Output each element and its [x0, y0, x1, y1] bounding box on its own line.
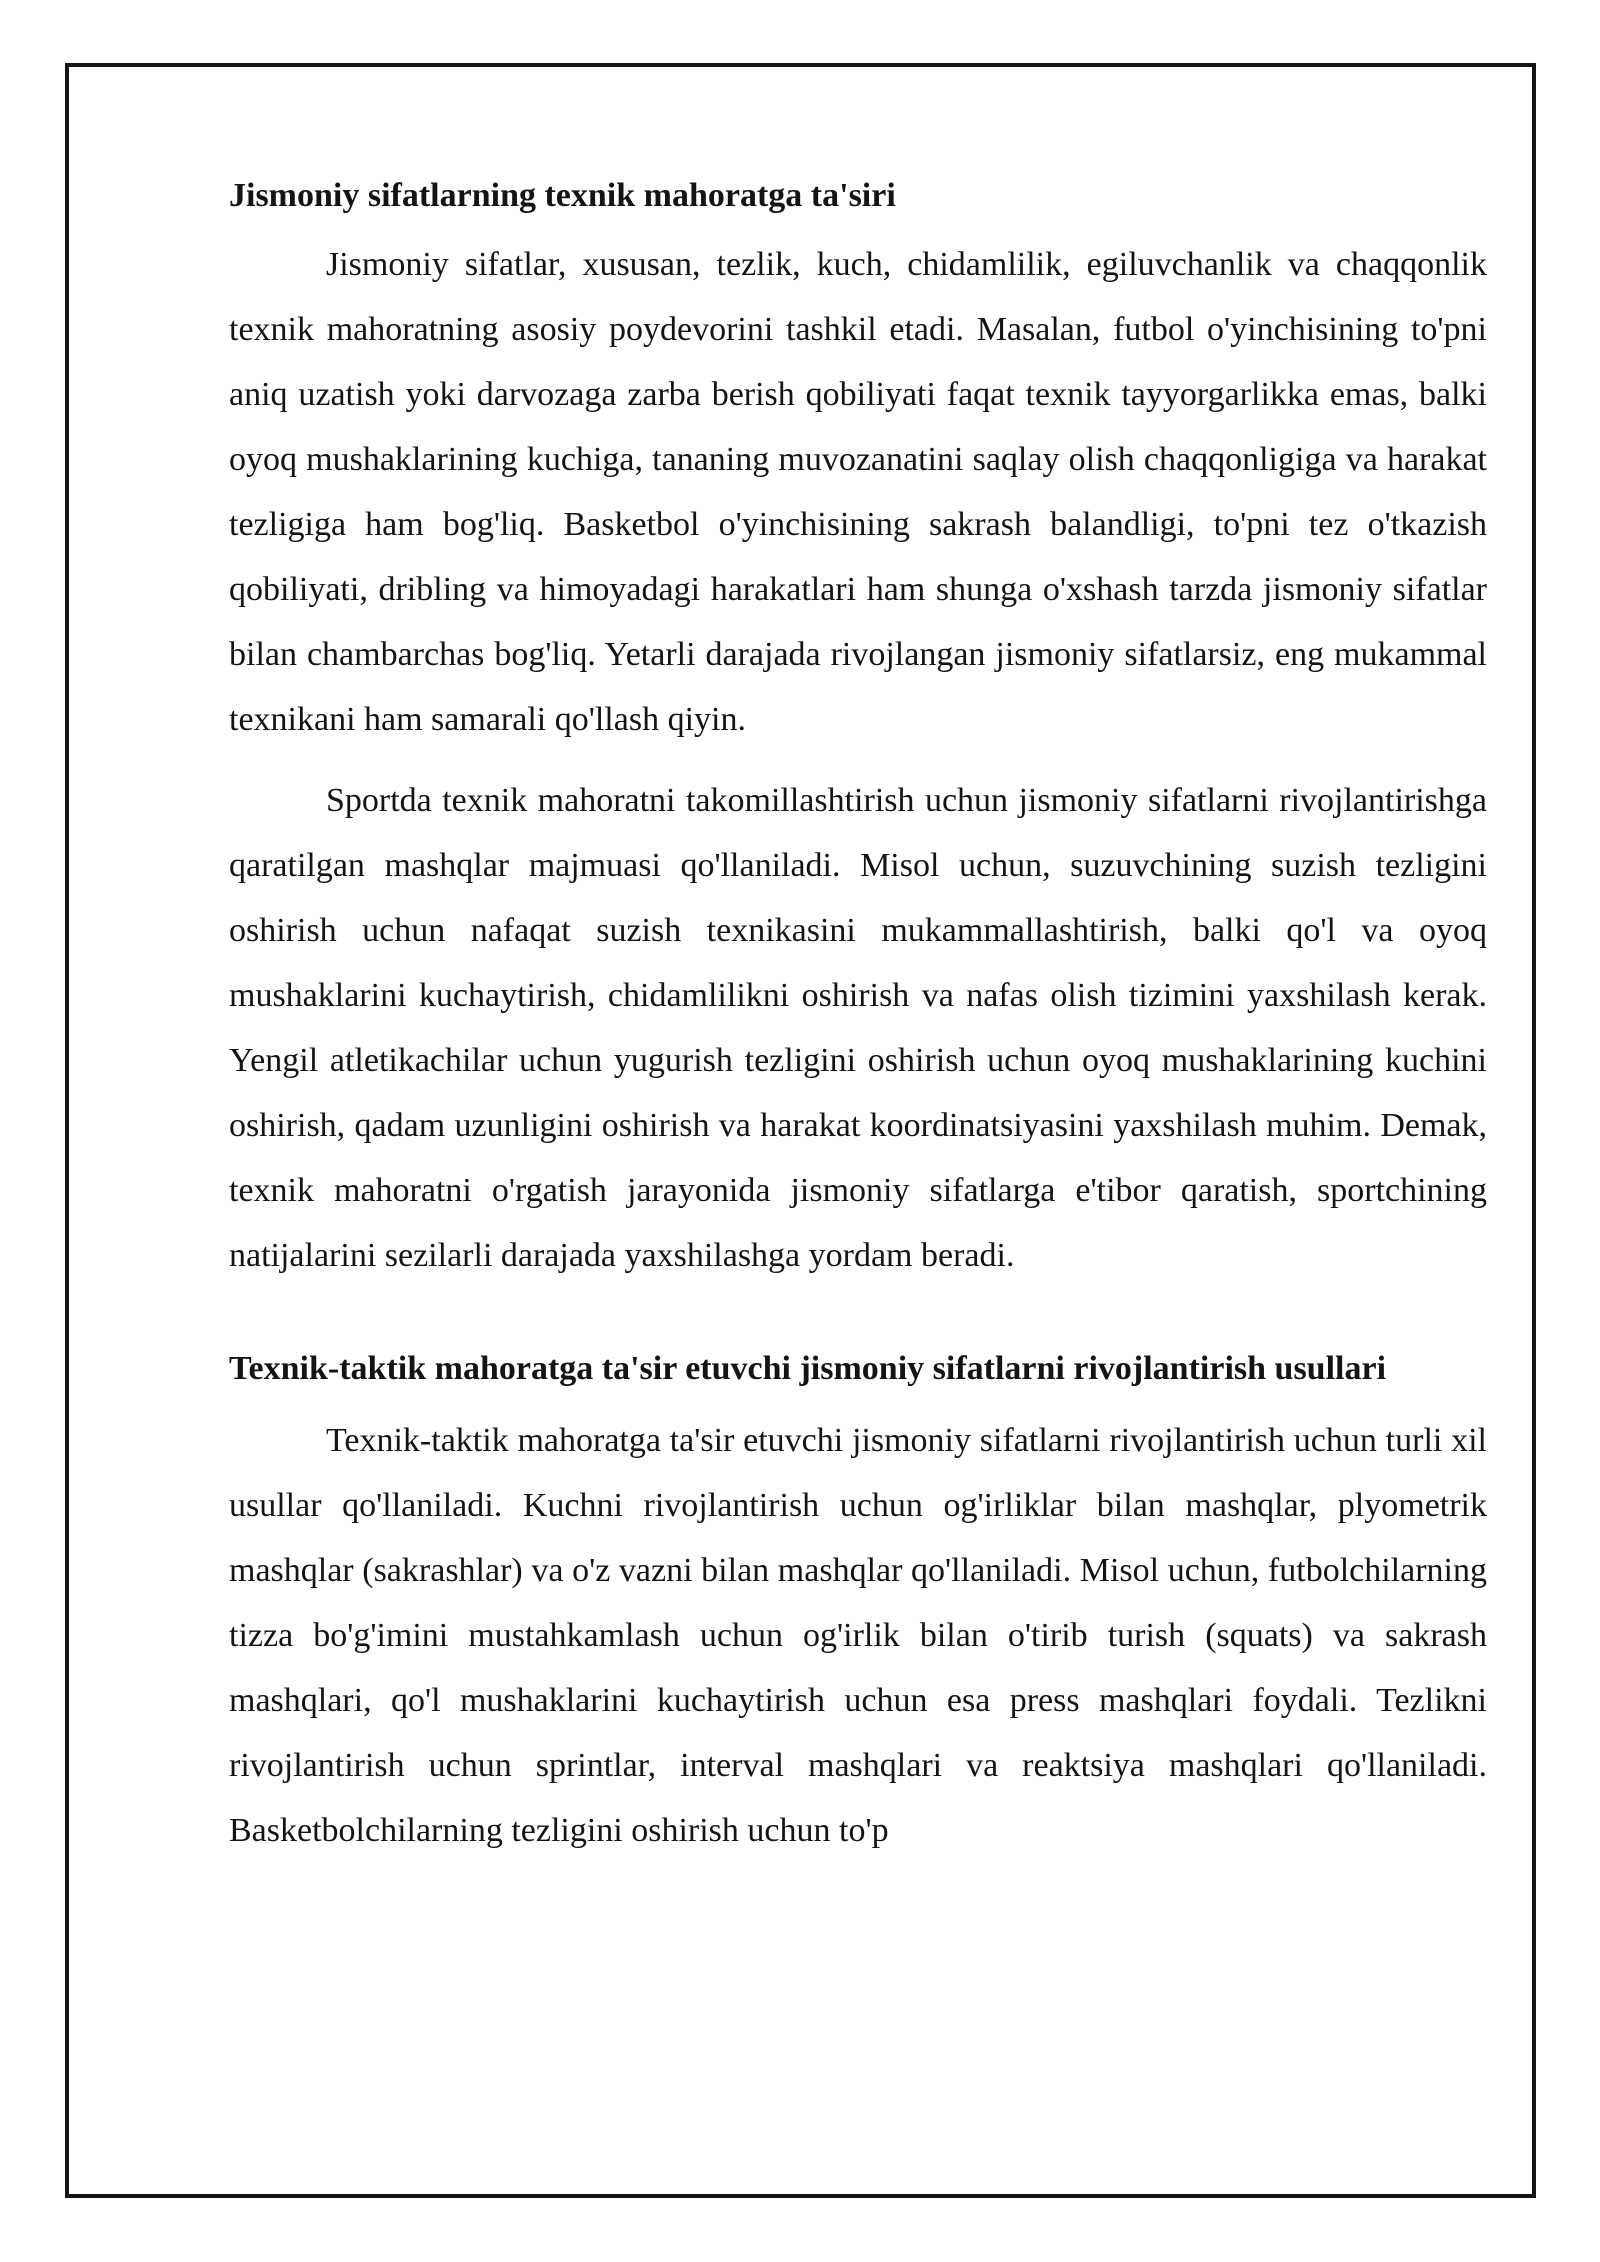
- document-body: [229, 170, 1487, 1879]
- section-heading: Jismoniy sifatlarning texnik mahoratga ta'siri: [229, 177, 896, 214]
- paragraph: Sportda texnik mahoratni takomillashtirish uchun jismoniy sifatlarni rivojlantirishga qaratilgan mashqlar majmuasi qo'llaniladi. Misol uchun, suzuvchining suzish tezligini oshirish uchun nafaqat suzish texnikasini mukammallashtirish, balki qo'l va oyoq mushaklarini kuchaytirish, chidamlilikni oshirish va nafas olish tizimini yaxshilash kerak. Yengil atletikachilar uchun yugurish tezligini oshirish uchun oyoq mushaklarining kuchini oshirish, qadam uzunligini oshirish va harakat koordinatsiyasini yaxshilash muhim. Demak, texnik mahoratni o'rgatish jarayonida jismoniy sifatlarga e'tibor qaratish, sportchining natijalarini sezilarli darajada yaxshilashga yordam beradi.: [229, 782, 1487, 1274]
- paragraph: Jismoniy sifatlar, xususan, tezlik, kuch, chidamlilik, egiluvchanlik va chaqqonlik texnik mahoratning asosiy poydevorini tashkil etadi. Masalan, futbol o'yinchisining to'pni aniq uzatish yoki darvozaga zarba berish qobiliyati faqat texnik tayyorgarlikka emas, balki oyoq mushaklarining kuchiga, tananing muvozanatini saqlay olish chaqqonligiga va harakat tezligiga ham bog'liq. Basketbol o'yinchisining sakrash balandligi, to'pni tez o'tkazish qobiliyati, dribling va himoyadagi harakatlari ham shunga o'xshash tarzda jismoniy sifatlar bilan chambarchas bog'liq. Yetarli darajada rivojlangan jismoniy sifatlarsiz, eng mukammal texnikani ham samarali qo'llash qiyin.: [229, 246, 1487, 738]
- section-heading: Texnik-taktik mahoratga ta'sir etuvchi jismoniy sifatlarni rivojlantirish usullari: [229, 1350, 1387, 1387]
- paragraph: Texnik-taktik mahoratga ta'sir etuvchi jismoniy sifatlarni rivojlantirish uchun turli xil usullar qo'llaniladi. Kuchni rivojlantirish uchun og'irliklar bilan mashqlar, plyometrik mashqlar (sakrashlar) va o'z vazni bilan mashqlar qo'llaniladi. Misol uchun, futbolchilarning tizza bo'g'imini mustahkamlash uchun og'irlik bilan o'tirib turish (squats) va sakrash mashqlari, qo'l mushaklarini kuchaytirish uchun esa press mashqlari foydali. Tezlikni rivojlantirish uchun sprintlar, interval mashqlari va reaktsiya mashqlari qo'llaniladi. Basketbolchilarning tezligini oshirish uchun to'p: [229, 1422, 1487, 1849]
